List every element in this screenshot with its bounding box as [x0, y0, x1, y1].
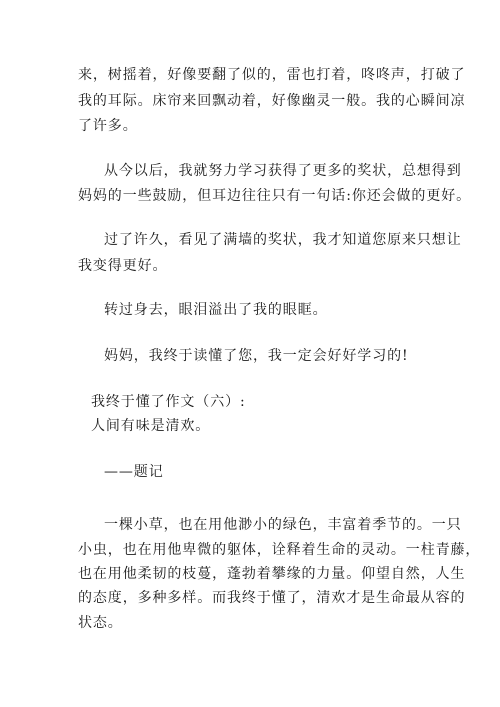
paragraph-2-line-1: 从今以后，我就努力学习获得了更多的奖状，总想得到 — [104, 163, 462, 179]
paragraph-4-line-1: 转过身去，眼泪溢出了我的眼眶。 — [104, 302, 328, 318]
paragraph-6-line-5: 状态。 — [78, 615, 123, 631]
essay-title: 我终于懂了作文（六）: — [91, 394, 246, 410]
paragraph-1-line-1: 来，树摇着，好像要翻了似的，雷也打着，咚咚声，打破了 — [78, 67, 466, 83]
paragraph-3-line-2: 我变得更好。 — [78, 258, 168, 274]
paragraph-1-line-3: 了许多。 — [78, 118, 138, 134]
epigraph: ——题记 — [104, 464, 164, 480]
paragraph-3-line-1: 过了许久，看见了满墙的奖状，我才知道您原来只想让 — [104, 232, 462, 248]
paragraph-6-line-1: 一棵小草，也在用他渺小的绿色，丰富着季节的。一只 — [104, 517, 462, 533]
paragraph-2-line-2: 妈妈的一些鼓励，但耳边往往只有一句话:你还会做的更好。 — [78, 188, 472, 204]
paragraph-6-line-2: 小虫，也在用他卑微的躯体，诠释着生命的灵动。一柱青藤， — [78, 542, 481, 558]
paragraph-1-line-2: 我的耳际。床帘来回飘动着，好像幽灵一般。我的心瞬间凉 — [78, 93, 466, 109]
paragraph-6-line-3: 也在用他柔韧的枝蔓，蓬勃着攀缘的力量。仰望自然，人生 — [78, 566, 466, 582]
paragraph-6-line-4: 的态度，多种多样。而我终于懂了，清欢才是生命最从容的 — [78, 590, 466, 606]
essay-subtitle: 人间有味是清欢。 — [91, 418, 211, 434]
paragraph-5-line-1: 妈妈，我终于读懂了您，我一定会好好学习的! — [104, 348, 409, 364]
